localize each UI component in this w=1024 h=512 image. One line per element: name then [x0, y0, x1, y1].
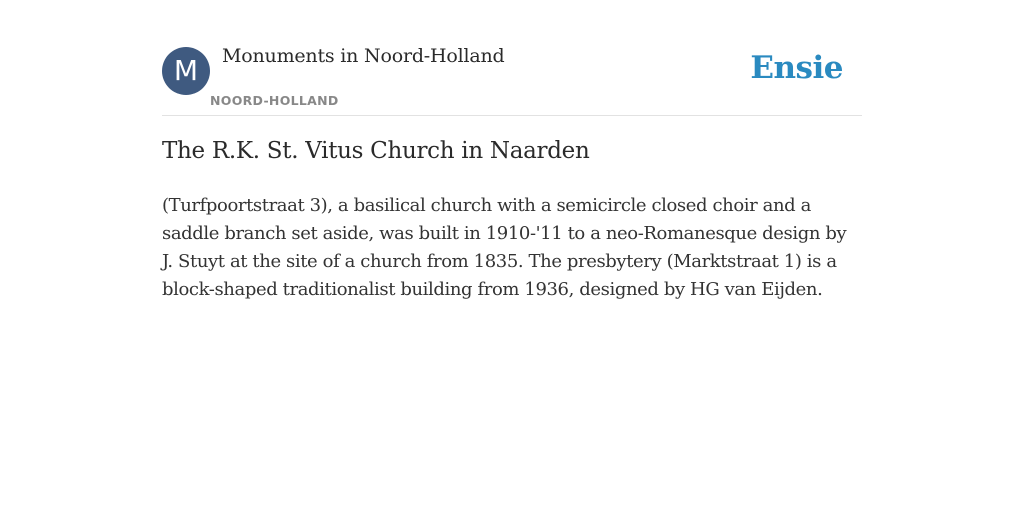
ensie-logo[interactable]: Ensie	[750, 50, 843, 86]
article-title: The R.K. St. Vitus Church in Naarden	[162, 138, 590, 164]
entry-card	[162, 0, 862, 300]
entry-header	[162, 0, 862, 116]
category-label[interactable]: NOORD-HOLLAND	[210, 93, 339, 108]
avatar[interactable]: M	[162, 47, 210, 95]
book-title-link[interactable]: Monuments in Noord-Holland	[222, 45, 505, 67]
article-body: (Turfpoortstraat 3), a basilical church with a semicircle closed choir and a saddle branch set aside, was built in 1910-'11 to a neo-Romanesque design by J. Stuyt at the site of a church from 1835. The presbytery (Marktstraat 1) is a block-shaped traditionalist building from 1936, designed by HG van Eijden.	[162, 195, 847, 300]
